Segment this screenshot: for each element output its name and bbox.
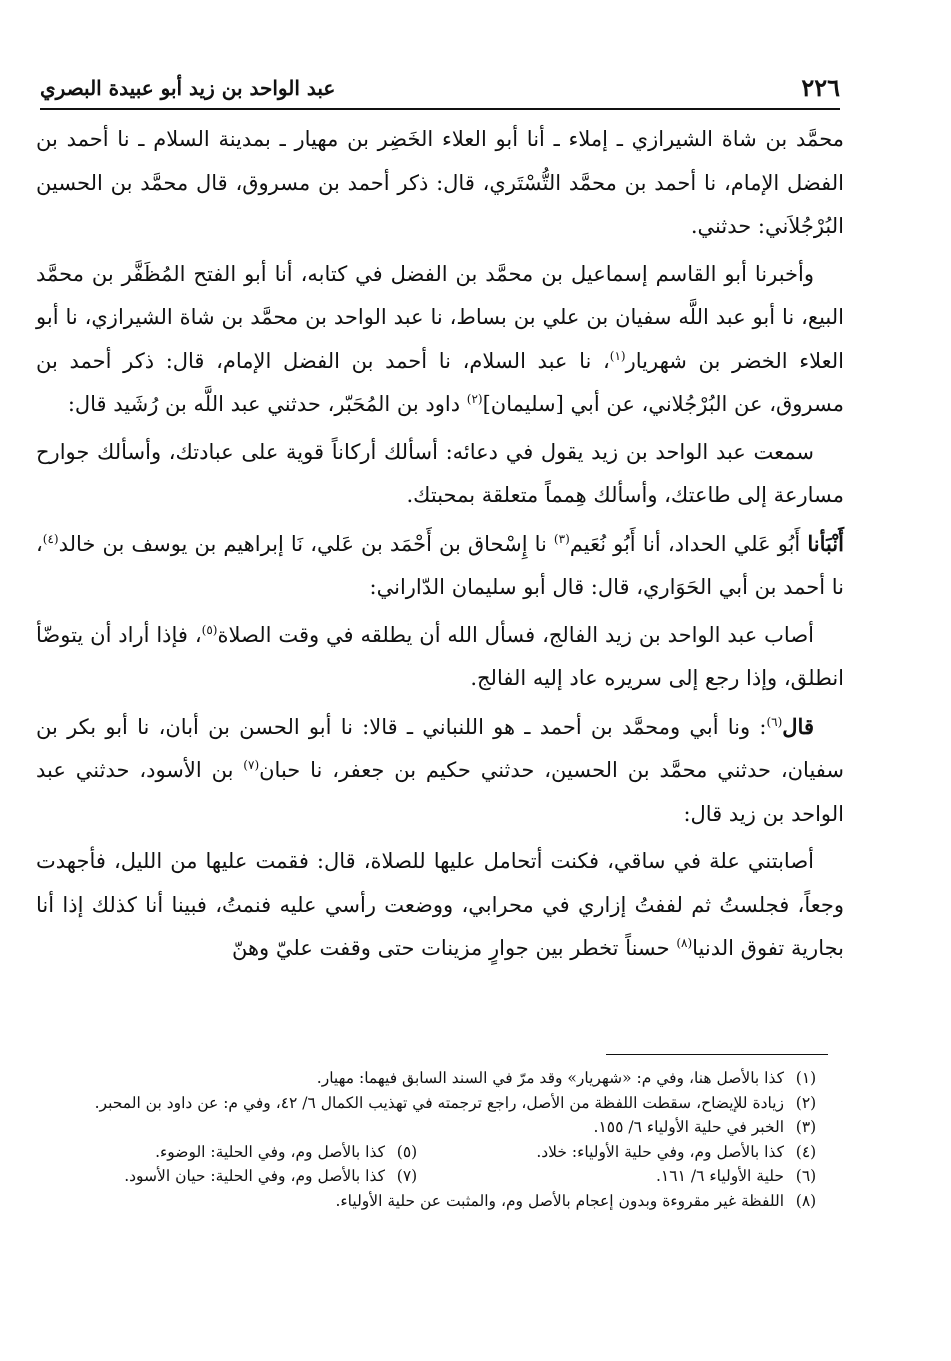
- footnote-marker-6[interactable]: (٦): [766, 714, 783, 729]
- footnote-7: (٧) كذا بالأصل وم، وفي الحلية: حيان الأسود.: [124, 1167, 418, 1185]
- footnote-6: (٦) حلية الأولياء ٦/ ١٦١.: [655, 1167, 817, 1185]
- paragraph-isnad-2: وأخبرنا أبو القاسم إسماعيل بن محمَّد بن الفضل في كتابه، أنا أبو الفتح المُظَفَّر بن محمَّد البيع، نا أبو عبد اللَّه سفيان بن علي بن بساط، نا عبد الواحد بن محمَّد بن شاة الشيرازي، نا أبو العلاء الخضر بن شهريار$^{(١)}$، نا عبد السلام، نا أحمد بن الفضل الإمام، قال: ذكر أحمد بن مسروق، عن البُرْجُلاني، عن أبي [سليمان]$^{(٢)}$ داود بن المُحَبّر، حدثني عبد اللَّه بن رُشَيد قال:: [36, 261, 844, 416]
- page-number: ٢٢٦: [801, 73, 840, 102]
- page-header: [40, 58, 840, 110]
- footnote-divider: [606, 1054, 828, 1055]
- lead-word: قال: [782, 713, 814, 739]
- footnote-marker-3[interactable]: (٣): [553, 531, 570, 546]
- footnote-4: (٤) كذا بالأصل وم، وفي حلية الأولياء: خلاد.: [536, 1142, 817, 1161]
- paragraph-falij: أصاب عبد الواحد بن زيد الفالج، فسأل الله أن يطلقه في وقت الصلاة$^{(٥)}$، فإذا أراد أن يتوضّأ انطلق، وإذا رجع إلى سريره عاد إليه الفالج.: [36, 622, 844, 690]
- paragraph-story: أصابتني علة في ساقي، فكنت أتحامل عليها للصلاة، قال: فقمت عليها من الليل، فأجهدت وجعاً، فجلستُ ثم لففتُ إزاري في محرابي، ووضعت رأسي عليه فنمتُ، فبينا أنا كذلك إذا أنا بجارية تفوق الدنيا$^{(٨)}$ حسناً تخطر بين جوارٍ مزينات حتى وقفت عليّ وهنّ: [36, 849, 844, 960]
- footnote-marker-1[interactable]: (١): [609, 348, 626, 363]
- running-title: عبد الواحد بن زيد أبو عبيدة البصري: [40, 76, 336, 100]
- footnote-marker-5[interactable]: (٥): [201, 622, 218, 637]
- footnotes: [30, 1066, 828, 1213]
- footnote-marker-4[interactable]: (٤): [42, 531, 59, 546]
- footnote-row: [30, 1140, 828, 1165]
- footnote-5: (٥) كذا بالأصل وم، وفي الحلية: الوضوء.: [155, 1142, 418, 1161]
- main-text: [36, 118, 844, 975]
- footnote-8: (٨) اللفظة غير مقروءة وبدون إعجام بالأصل وم، والمثبت عن حلية الأولياء.: [335, 1191, 817, 1210]
- footnote-marker-7[interactable]: (٧): [243, 758, 260, 772]
- footnote-row: [30, 1164, 828, 1189]
- footnote-1: (١) كذا بالأصل هنا، وفي م: «شهريار» وقد مرّ في السند السابق فيهما: مهيار.: [316, 1069, 817, 1087]
- paragraph-dua: سمعت عبد الواحد بن زيد يقول في دعائه: أسألك أركاناً قوية على عبادتك، وأسألك جوارح مسارعة إلى طاعتك، وأسألك هِمماً متعلقة بمحبتك.: [36, 439, 844, 507]
- lead-word: أَنْبَأنا: [807, 530, 844, 556]
- paragraph-isnad-4: قال$^{(٦)}$: ونا أبي ومحمَّد بن أحمد ـ هو اللنباني ـ قالا: نا أبو الحسن بن أبان، نا أبو بكر بن سفيان، حدثني محمَّد بن الحسين، حدثني حكيم بن جعفر، نا حبان$^{(٧)}$ بن الأسود، حدثني عبد الواحد بن زيد قال:: [36, 713, 845, 826]
- footnote-2: (٢) زيادة للإيضاح، سقطت اللفظة من الأصل، راجع ترجمته في تهذيب الكمال ٦/ ٤٢، وفي م: عن داود بن المحبر.: [94, 1093, 817, 1112]
- footnote-3: (٣) الخبر في حلية الأولياء ٦/ ١٥٥.: [593, 1118, 817, 1136]
- footnote-marker-2[interactable]: (٢): [466, 392, 483, 406]
- paragraph-isnad-3: أَنْبَأنا أَبُو عَلي الحداد، أنا أَبُو نُعَيم$^{(٣)}$ نا إِسْحاق بن أَحْمَد بن عَلي، نَا إبراهيم بن يوسف بن خالد$^{(٤)}$، نا أحمد بن أبي الحَوَاري، قال: قال أبو سليمان الدّاراني:: [36, 530, 844, 599]
- paragraph-isnad-1: محمَّد بن شاة الشيرازي ـ إملاء ـ أنا أبو العلاء الخَضِر بن مهيار ـ بمدينة السلام ـ نا أحمد بن الفضل الإمام، نا أحمد بن محمَّد التُّسْتَري، قال: ذكر أحمد بن مسروق، قال محمَّد بن الحسين البُرْجُلاَني: حدثني.: [36, 127, 844, 238]
- footnote-marker-8[interactable]: (٨): [676, 936, 693, 950]
